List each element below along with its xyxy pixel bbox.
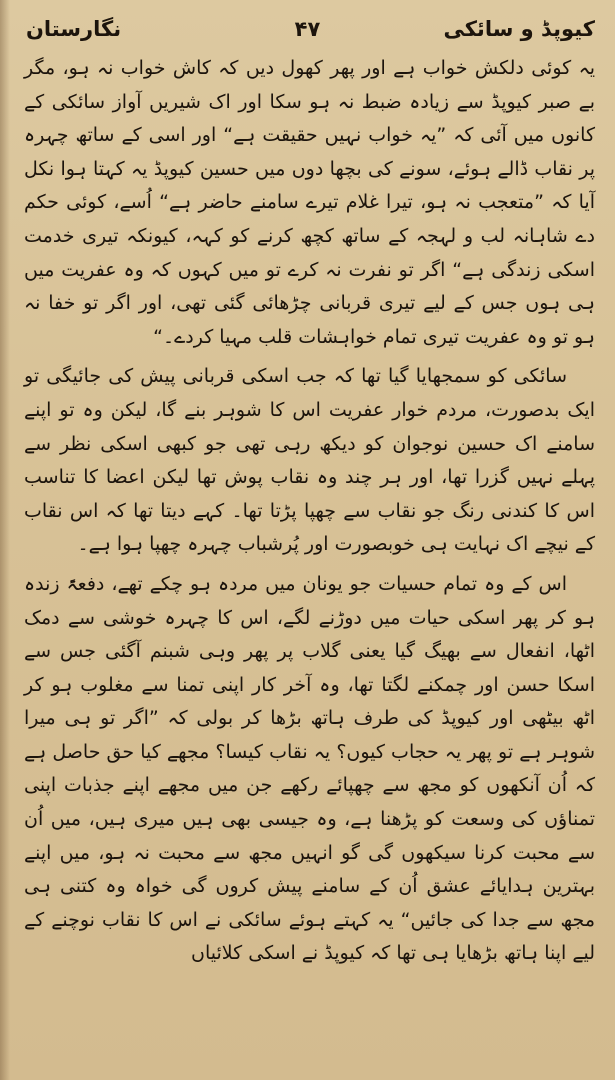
paragraph: یہ کوئی دلکش خواب ہے اور پھر کھول دیں کہ کاش خواب نہ ہو، مگر بے صبر کیوپڈ سے زیادہ ضبط نہ ہو سکا اور اک شیریں آواز سائکی کے کانوں میں آئی کہ ”یہ خواب نہیں حقیقت ہے“ اور اسی کے ساتھ چہرہ پر نقاب ڈالے ہوئے، سونے کی بچھا دوں میں حسین کیوپڈ یہ کہتا ہوا نکل آیا کہ ”متعجب نہ ہو، تیرا غلام تیرے سامنے حاضر ہے“ اُسے، کوئی حکم دے شاہانہ لب و لہجہ کے ساتھ کچھ کرنے کو کہہ، کیونکہ تیری خدمت اسکی زندگی ہے“ اگر تو نفرت نہ کرے تو میں کہوں کہ وہ عفریت میں ہی ہوں جس کے لیے تیری قربانی چڑھائی گئی تھی، اور اگر تو خفا نہ ہو تو وہ عفریت تیری تمام خواہشات قلب مہیا کردے۔“ — [24, 57, 595, 348]
page-header — [0, 6, 615, 50]
paragraph: اس کے وہ تمام حسیات جو یونان میں مردہ ہو چکے تھے، دفعۃً زندہ ہو کر پھر اسکی حیات میں دوڑنے لگے، اس کا چہرہ خوشی سے دمک اٹھا، انفعال سے بھیگ گیا یعنی گلاب پر پھر وہی شبنم آگئی جس سے اسکا حسن اور چمکنے لگتا تھا، وہ آخر کار اپنی تمنا سے مغلوب ہو کر اٹھ بیٹھی اور کیوپڈ کی طرف ہاتھ بڑھا کر بولی کہ ”اگر تو ہی میرا شوہر ہے تو پھر یہ حجاب کیوں؟ یہ نقاب کیسا؟ مجھے کیا حق حاصل ہے کہ اُن آنکھوں کو مجھ سے چھپائے رکھے جن میں مجھے اپنے جذبات اپنی تمناؤں کی وسعت کو پڑھنا ہے، وہ جیسی بھی ہیں میری ہیں، میں اُن سے محبت کرنا سیکھوں گی گو انہیں مجھ سے محبت نہ ہو، میں اپنے بہترین ہدایائے عشق اُن کے سامنے پیش کروں گی خواہ وہ کتنی ہی مجھ سے جدا کی جائیں“ یہ کہتے ہوئے سائکی نے اس کا نقاب نوچنے کے لیے اپنا ہاتھ بڑھایا ہی تھا کہ کیوپڈ نے اسکی کلائیاں — [24, 572, 595, 965]
page-edge-shadow — [0, 0, 10, 1080]
body-text — [24, 52, 595, 971]
book-title: نگارستان — [26, 17, 122, 41]
paragraph: سائکی کو سمجھایا گیا تھا کہ جب اسکی قربانی پیش کی جائیگی تو ایک بدصورت، مردم خوار عفریت اس کا شوہر بنے گا، لیکن وہ تو اپنے سامنے اک حسین نوجوان کو دیکھ رہی تھی جو کبھی اسکی نظر سے پہلے نہیں گزرا تھا، اور ہر چند وہ نقاب پوش تھا لیکن اعضا کا تناسب اس کا کندنی رنگ جو نقاب سے چھپا پڑتا تھا۔ کہے دیتا تھا کہ اس نقاب کے نیچے اک نہایت ہی خوبصورت اور پُرشباب چہرہ چھپا ہوا ہے۔ — [24, 365, 595, 556]
page-number: ۴۷ — [294, 17, 321, 41]
running-title: کیوپڈ و سائکی — [443, 17, 595, 41]
